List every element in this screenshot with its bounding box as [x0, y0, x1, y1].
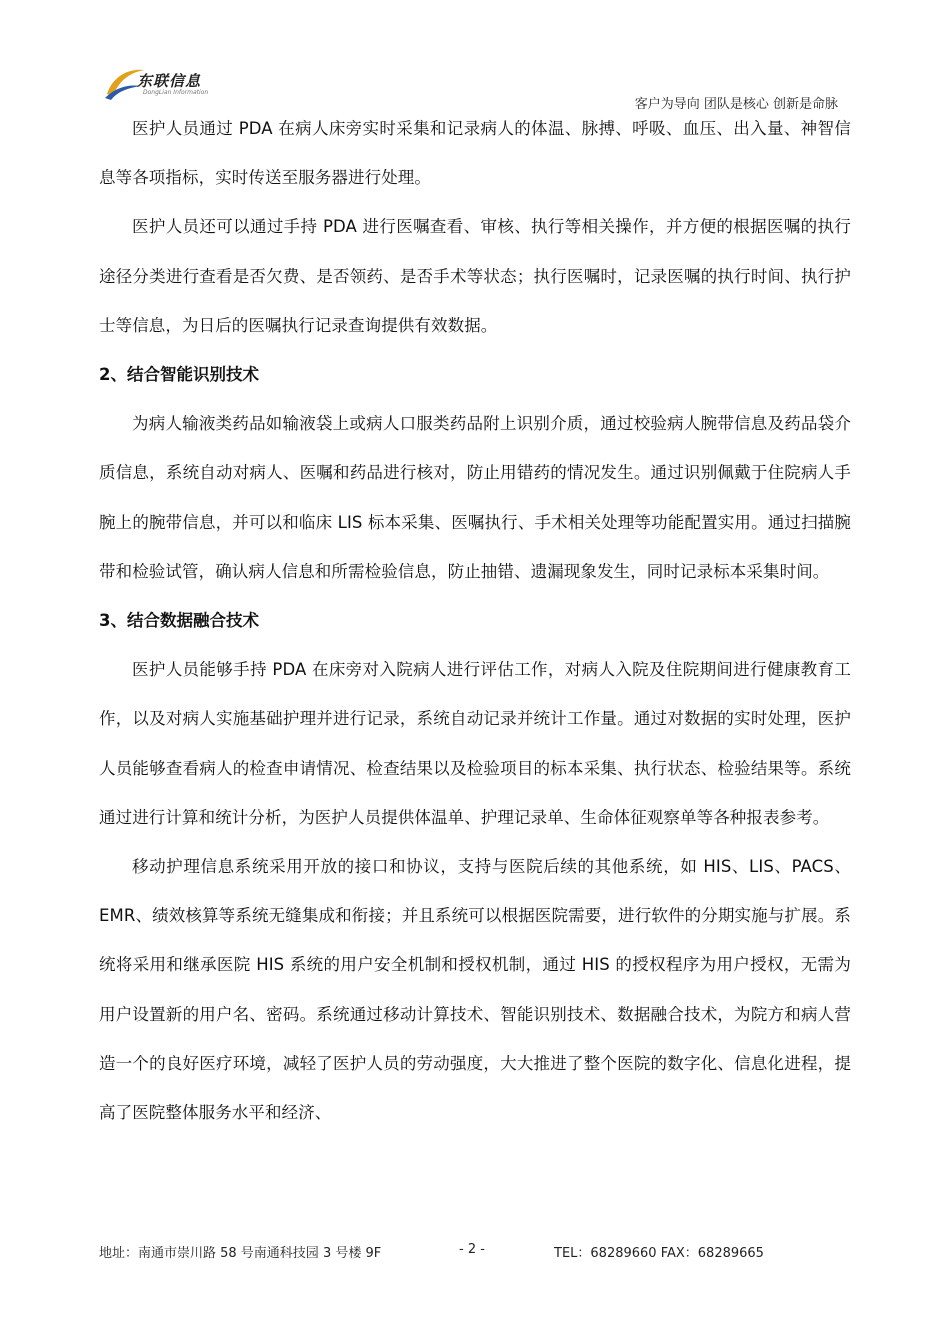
- paragraph-system-integration: 移动护理信息系统采用开放的接口和协议，支持与医院后续的其他系统，如 HIS、LIS、PACS、EMR、绩效核算等系统无缝集成和衔接；并且系统可以根据医院需要，进行软件的分期实施与扩展。系统将采用和继承医院 HIS 系统的用户安全机制和授权机制，通过 HIS 的授权程序为用户授权，无需为用户设置新的用户名、密码。系统通过移动计算技术、智能识别技术、数据融合技术，为院方和病人营造一个的良好医疗环境，减轻了医护人员的劳动强度，大大推进了整个医院的数字化、信息化进程，提高了医院整体服务水平和经济、: [99, 857, 851, 1123]
- page-footer: [99, 1242, 799, 1262]
- paragraph-data-fusion: 医护人员能够手持 PDA 在床旁对入院病人进行评估工作，对病人入院及住院期间进行健康教育工作，以及对病人实施基础护理并进行记录，系统自动记录并统计工作量。通过对数据的实时处理，医护人员能够查看病人的检查申请情况、检查结果以及检验项目的标本采集、执行状态、检验结果等。系统通过进行计算和统计分析，为医护人员提供体温单、护理记录单、生命体征观察单等各种报表参考。: [99, 660, 851, 827]
- logo-name: 东联信息: [137, 72, 202, 90]
- paragraph-pda-orders: 医护人员还可以通过手持 PDA 进行医嘱查看、审核、执行等相关操作，并方便的根据医嘱的执行途径分类进行查看是否欠费、是否领药、是否手术等状态；执行医嘱时，记录医嘱的执行时间、执行护士等信息，为日后的医嘱执行记录查询提供有效数据。: [99, 217, 851, 335]
- footer-page-number: - 2 -: [459, 1242, 485, 1257]
- section-heading-smart-recognition: 2、结合智能识别技术: [99, 365, 259, 385]
- footer-address: 地址：南通市崇川路 58 号南通科技园 3 号楼 9F: [99, 1246, 382, 1261]
- paragraph-pda-collection: 医护人员通过 PDA 在病人床旁实时采集和记录病人的体温、脉搏、呼吸、血压、出入量、神智信息等各项指标，实时传送至服务器进行处理。: [99, 119, 851, 188]
- header-slogan: 客户为导向 团队是核心 创新是命脉: [634, 97, 838, 112]
- section-heading-data-fusion: 3、结合数据融合技术: [99, 611, 259, 631]
- page-header: [0, 0, 950, 112]
- paragraph-smart-recognition: 为病人输液类药品如输液袋上或病人口服类药品附上识别介质，通过校验病人腕带信息及药品袋介质信息，系统自动对病人、医嘱和药品进行核对，防止用错药的情况发生。通过识别佩戴于住院病人手腕上的腕带信息，并可以和临床 LIS 标本采集、医嘱执行、手术相关处理等功能配置实用。通过扫描腕带和检验试管，确认病人信息和所需检验信息，防止抽错、遗漏现象发生，同时记录标本采集时间。: [99, 414, 851, 581]
- document-body: [99, 104, 851, 1137]
- footer-contact: TEL：68289660 FAX：68289665: [554, 1246, 764, 1261]
- logo-subtitle: DongLian Information: [143, 89, 209, 96]
- company-logo: [103, 64, 209, 102]
